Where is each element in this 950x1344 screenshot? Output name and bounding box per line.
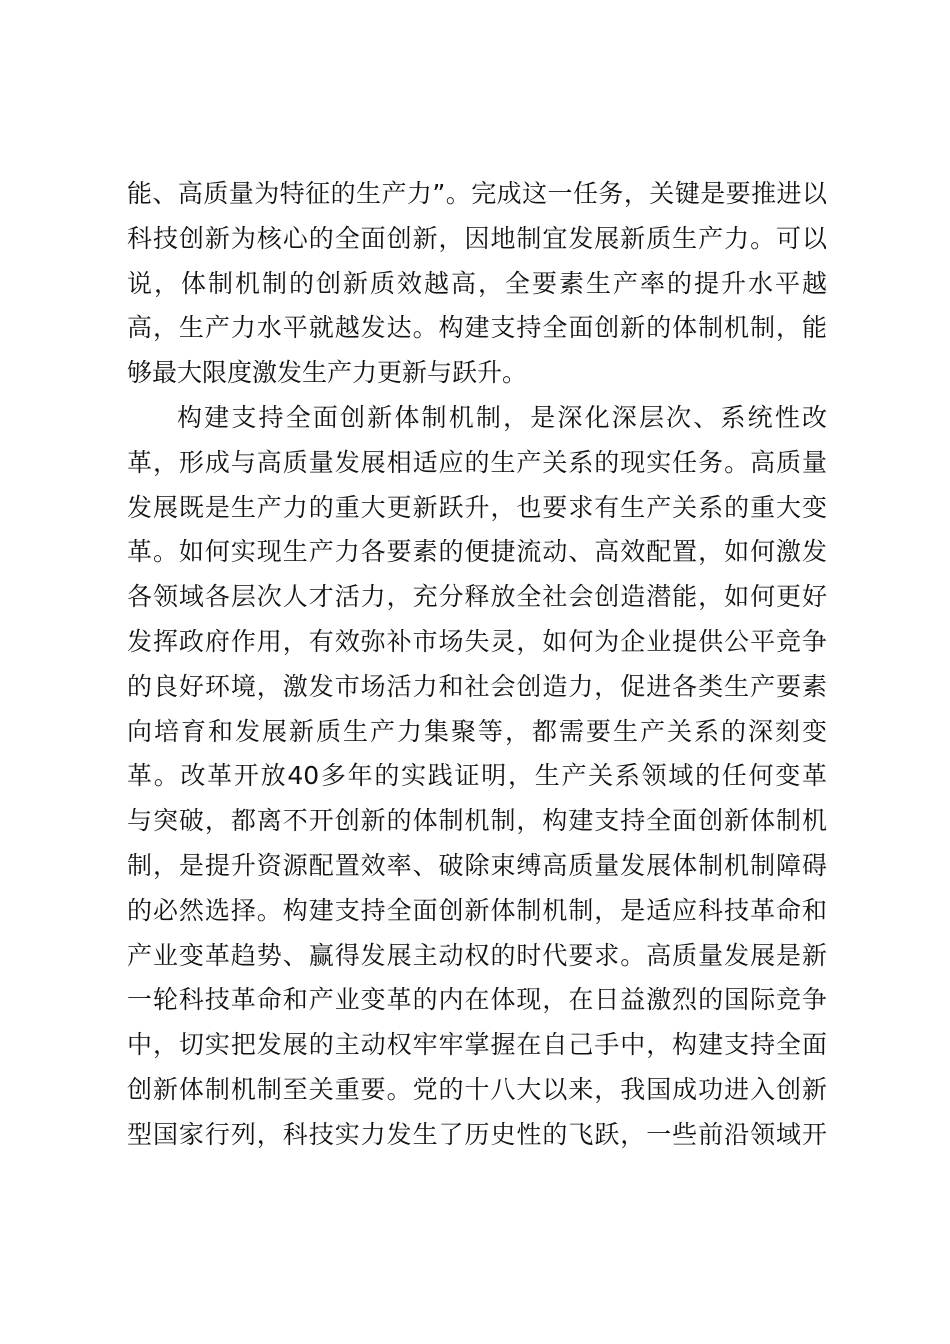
text-line: 革，形成与高质量发展相适应的生产关系的现实任务。高质量: [127, 447, 827, 477]
text-line: 与突破，都离不开创新的体制机制，构建支持全面创新体制机: [127, 806, 827, 836]
text-line: 一轮科技革命和产业变革的内在体现，在日益激烈的国际竞争: [127, 985, 827, 1015]
paragraph-2: [127, 396, 827, 1158]
text-line: 产业变革趋势、赢得发展主动权的时代要求。高质量发展是新: [127, 940, 827, 970]
text-line: 发挥政府作用，有效弥补市场失灵，如何为企业提供公平竞争: [127, 626, 827, 656]
text-line: 向培育和发展新质生产力集聚等，都需要生产关系的深刻变: [127, 716, 827, 746]
text-line: 革。改革开放40多年的实践证明，生产关系领域的任何变革: [127, 761, 827, 791]
paragraph-1: [127, 172, 827, 396]
text-line: 能、高质量为特征的生产力”。完成这一任务，关键是要推进以: [127, 179, 827, 208]
text-line: 各领域各层次人才活力，充分释放全社会创造潜能，如何更好: [127, 582, 827, 612]
text-line: 高，生产力水平就越发达。构建支持全面创新的体制机制，能: [127, 313, 827, 343]
text-line: 够最大限度激发生产力更新与跃升。: [127, 358, 528, 388]
text-line: 构建支持全面创新体制机制，是深化深层次、系统性改: [177, 402, 827, 432]
text-line: 科技创新为核心的全面创新，因地制宜发展新质生产力。可以: [127, 223, 827, 253]
text-line: 的必然选择。构建支持全面创新体制机制，是适应科技革命和: [127, 895, 827, 925]
text-line: 革。如何实现生产力各要素的便捷流动、高效配置，如何激发: [127, 537, 827, 567]
text-line: 中，切实把发展的主动权牢牢掌握在自己手中，构建支持全面: [127, 1030, 827, 1060]
text-line: 制，是提升资源配置效率、破除束缚高质量发展体制机制障碍: [127, 850, 827, 880]
text-line: 的良好环境，激发市场活力和社会创造力，促进各类生产要素: [127, 671, 827, 701]
text-line: 发展既是生产力的重大更新跃升，也要求有生产关系的重大变: [127, 492, 827, 522]
body-text: [127, 172, 827, 1158]
text-line: 说，体制机制的创新质效越高，全要素生产率的提升水平越: [127, 268, 827, 298]
text-line: 型国家行列，科技实力发生了历史性的飞跃，一些前沿领域开: [127, 1119, 827, 1149]
text-line: 创新体制机制至关重要。党的十八大以来，我国成功进入创新: [127, 1074, 827, 1104]
